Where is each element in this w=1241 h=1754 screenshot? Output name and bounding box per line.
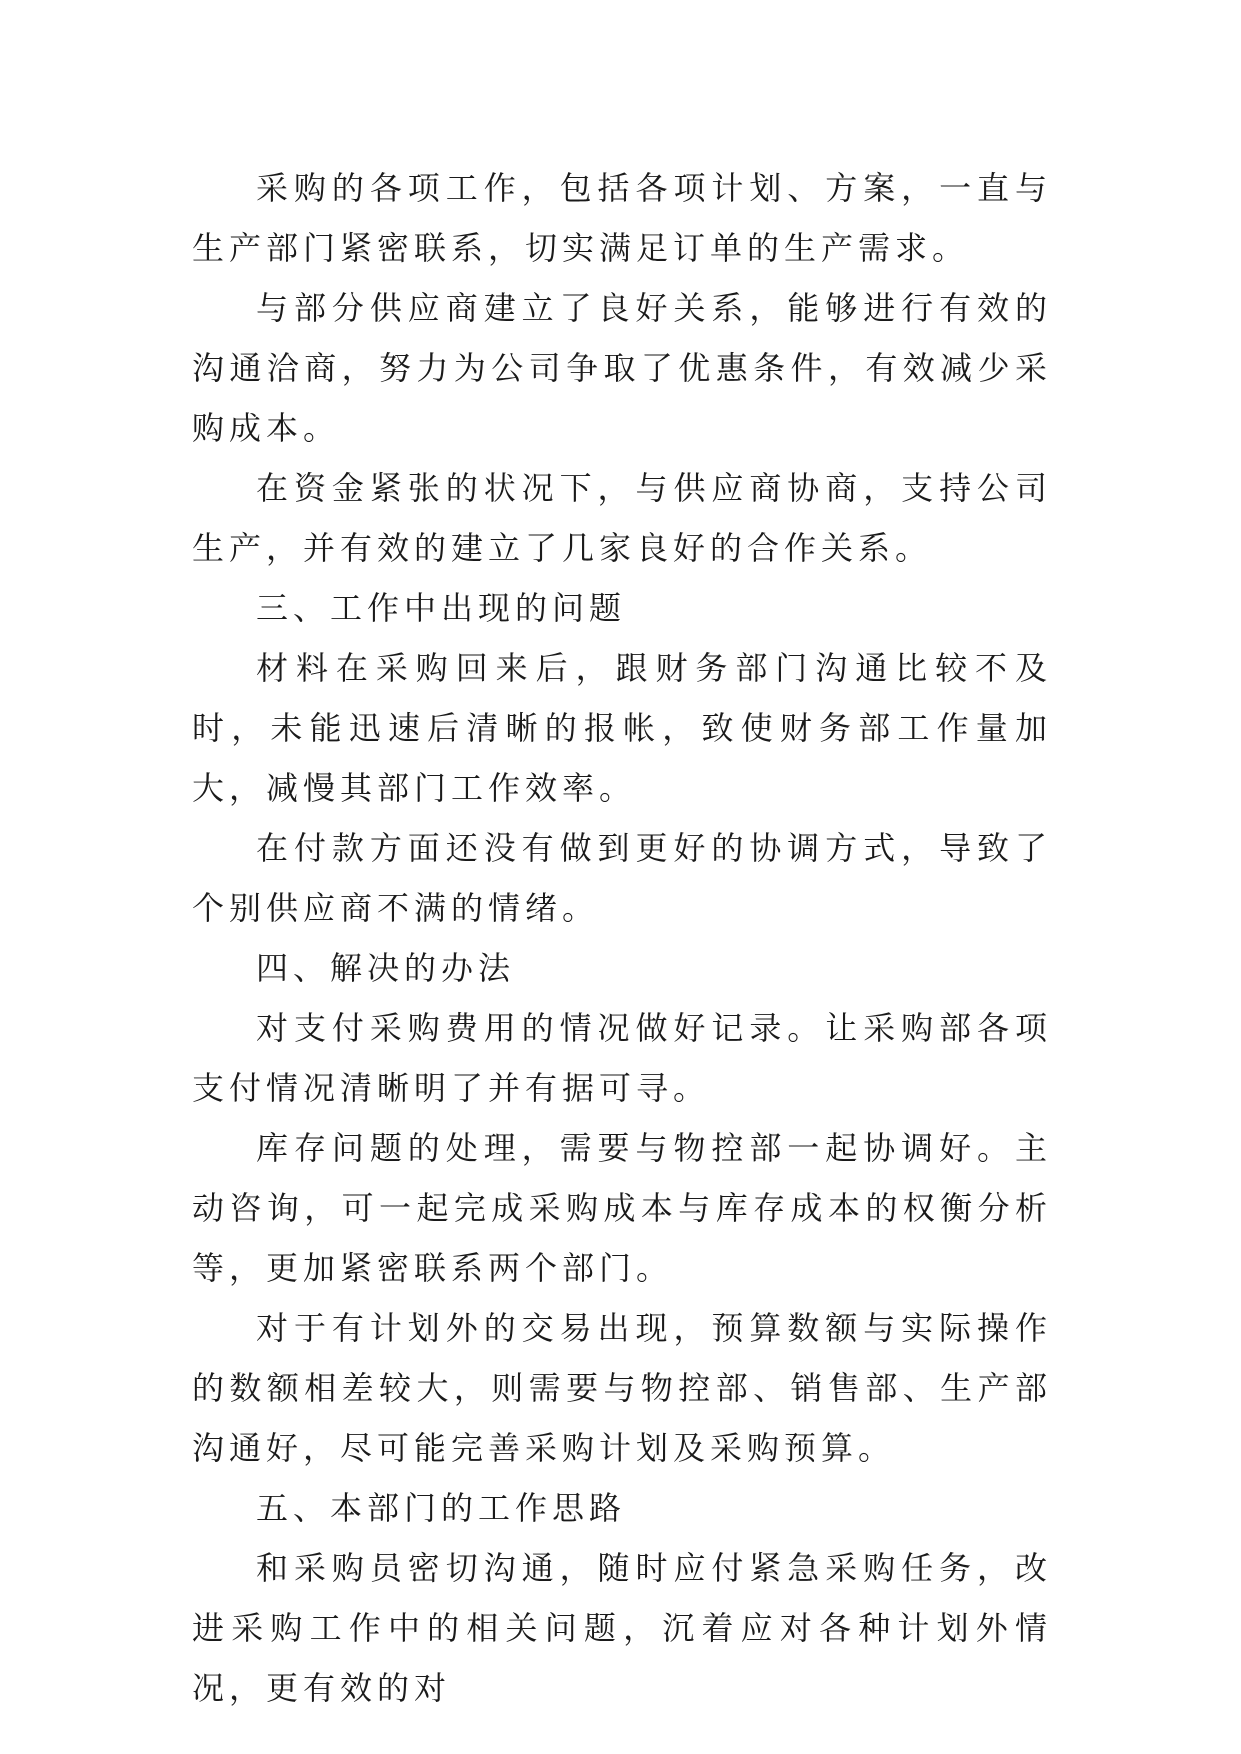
section-heading-solutions: 四、解决的办法 [256,949,516,987]
paragraph-inventory-handling: 库存问题的处理，需要与物控部一起协调好。主动咨询，可一起完成采购成本与库存成本的权衡分析等，更加紧密联系两个部门。 [192,1129,1052,1287]
section-heading-problems: 三、工作中出现的问题 [256,589,627,627]
paragraph-funding-shortage: 在资金紧张的状况下，与供应商协商，支持公司生产，并有效的建立了几家良好的合作关系。 [192,469,1052,567]
section-heading-work-approach: 五、本部门的工作思路 [256,1489,627,1527]
paragraph-expense-records: 对支付采购费用的情况做好记录。让采购部各项支付情况清晰明了并有据可寻。 [192,1009,1052,1107]
paragraph-supplier-relations: 与部分供应商建立了良好关系，能够进行有效的沟通洽商，努力为公司争取了优惠条件，有效减少采购成本。 [192,289,1052,447]
paragraph-unplanned-transactions: 对于有计划外的交易出现，预算数额与实际操作的数额相差较大，则需要与物控部、销售部、生产部沟通好，尽可能完善采购计划及采购预算。 [192,1309,1052,1467]
paragraph-finance-communication: 材料在采购回来后，跟财务部门沟通比较不及时，未能迅速后清晰的报帐，致使财务部工作量加大，减慢其部门工作效率。 [192,649,1052,807]
paragraph-purchasing-work: 采购的各项工作，包括各项计划、方案，一直与生产部门紧密联系，切实满足订单的生产需求。 [192,169,1052,267]
paragraph-payment-coordination: 在付款方面还没有做到更好的协调方式，导致了个别供应商不满的情绪。 [192,829,1052,927]
paragraph-buyer-communication: 和采购员密切沟通，随时应付紧急采购任务，改进采购工作中的相关问题，沉着应对各种计划外情况，更有效的对 [192,1549,1052,1707]
document-page [192,158,1052,1718]
